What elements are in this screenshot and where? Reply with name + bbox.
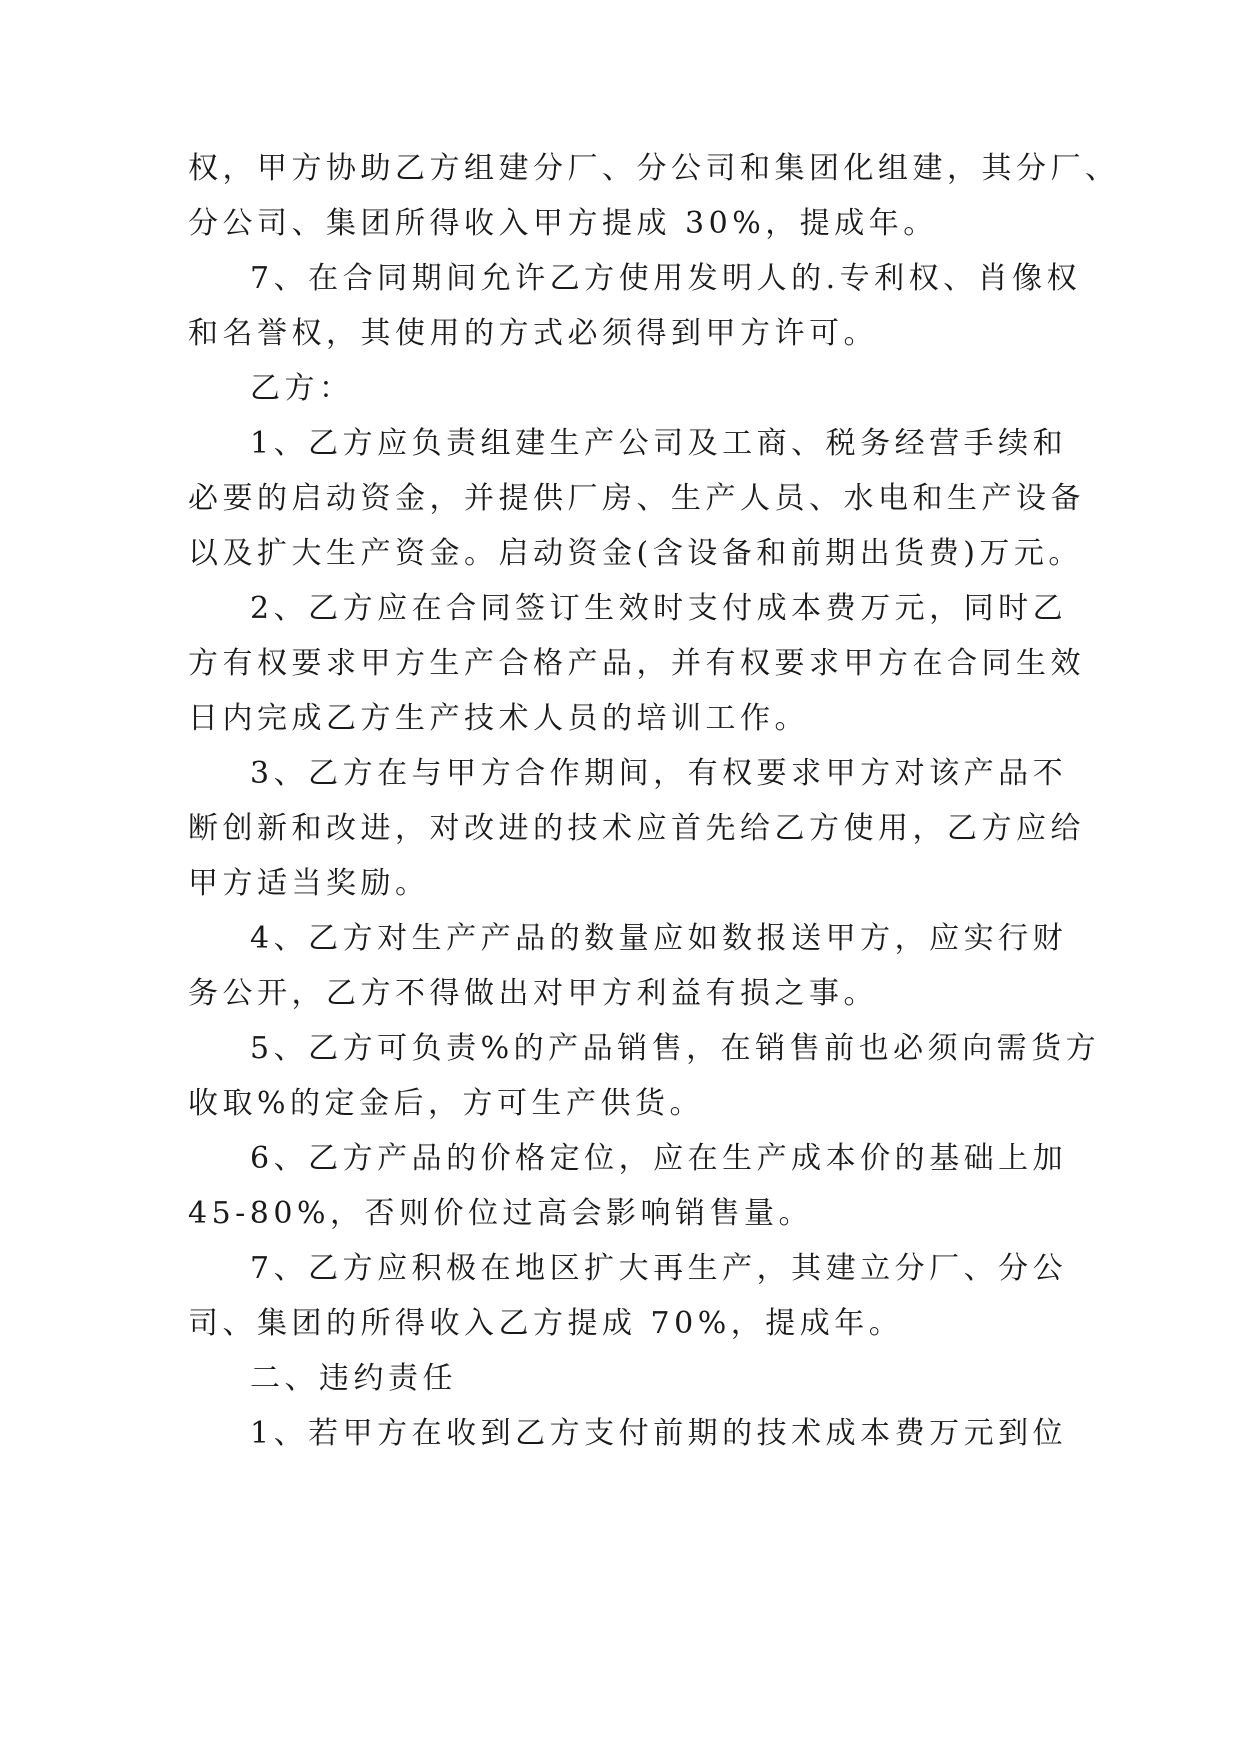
text-line: 7、在合同期间允许乙方使用发明人的.专利权、肖像权 (250, 261, 1082, 296)
text-line: 甲方适当奖励。 (188, 866, 430, 901)
text-line: 司、集团的所得收入乙方提成 70%，提成年。 (188, 1306, 904, 1341)
text-line: 方有权要求甲方生产合格产品，并有权要求甲方在合同生效 (188, 646, 1085, 681)
text-line: 2、乙方应在合同签订生效时支付成本费万元，同时乙 (250, 591, 1068, 626)
text-line: 3、乙方在与甲方合作期间，有权要求甲方对该产品不 (250, 756, 1068, 791)
text-line: 6、乙方产品的价格定位，应在生产成本价的基础上加 (250, 1141, 1068, 1176)
text-line: 以及扩大生产资金。启动资金(含设备和前期出货费)万元。 (188, 536, 1083, 571)
text-line: 1、乙方应负责组建生产公司及工商、税务经营手续和 (250, 426, 1068, 461)
text-line: 1、若甲方在收到乙方支付前期的技术成本费万元到位 (250, 1416, 1068, 1451)
text-line: 日内完成乙方生产技术人员的培训工作。 (188, 701, 809, 736)
section-heading: 乙方： (250, 371, 354, 406)
text-line: 必要的启动资金，并提供厂房、生产人员、水电和生产设备 (188, 481, 1085, 516)
text-line: 和名誉权，其使用的方式必须得到甲方许可。 (188, 316, 878, 351)
text-line: 权，甲方协助乙方组建分厂、分公司和集团化组建，其分厂、 (188, 151, 1120, 186)
text-line: 7、乙方应积极在地区扩大再生产，其建立分厂、分公 (250, 1251, 1068, 1286)
text-line: 务公开，乙方不得做出对甲方利益有损之事。 (188, 976, 878, 1011)
text-line: 收取%的定金后，方可生产供货。 (188, 1086, 705, 1121)
section-heading: 二、违约责任 (250, 1361, 457, 1396)
text-line: 分公司、集团所得收入甲方提成 30%，提成年。 (188, 206, 938, 241)
text-line: 5、乙方可负责%的产品销售，在销售前也必须向需货方 (250, 1031, 1101, 1066)
text-line: 45-80%，否则价位过高会影响销售量。 (188, 1196, 813, 1231)
text-line: 断创新和改进，对改进的技术应首先给乙方使用，乙方应给 (188, 811, 1085, 846)
text-line: 4、乙方对生产产品的数量应如数报送甲方，应实行财 (250, 921, 1068, 956)
